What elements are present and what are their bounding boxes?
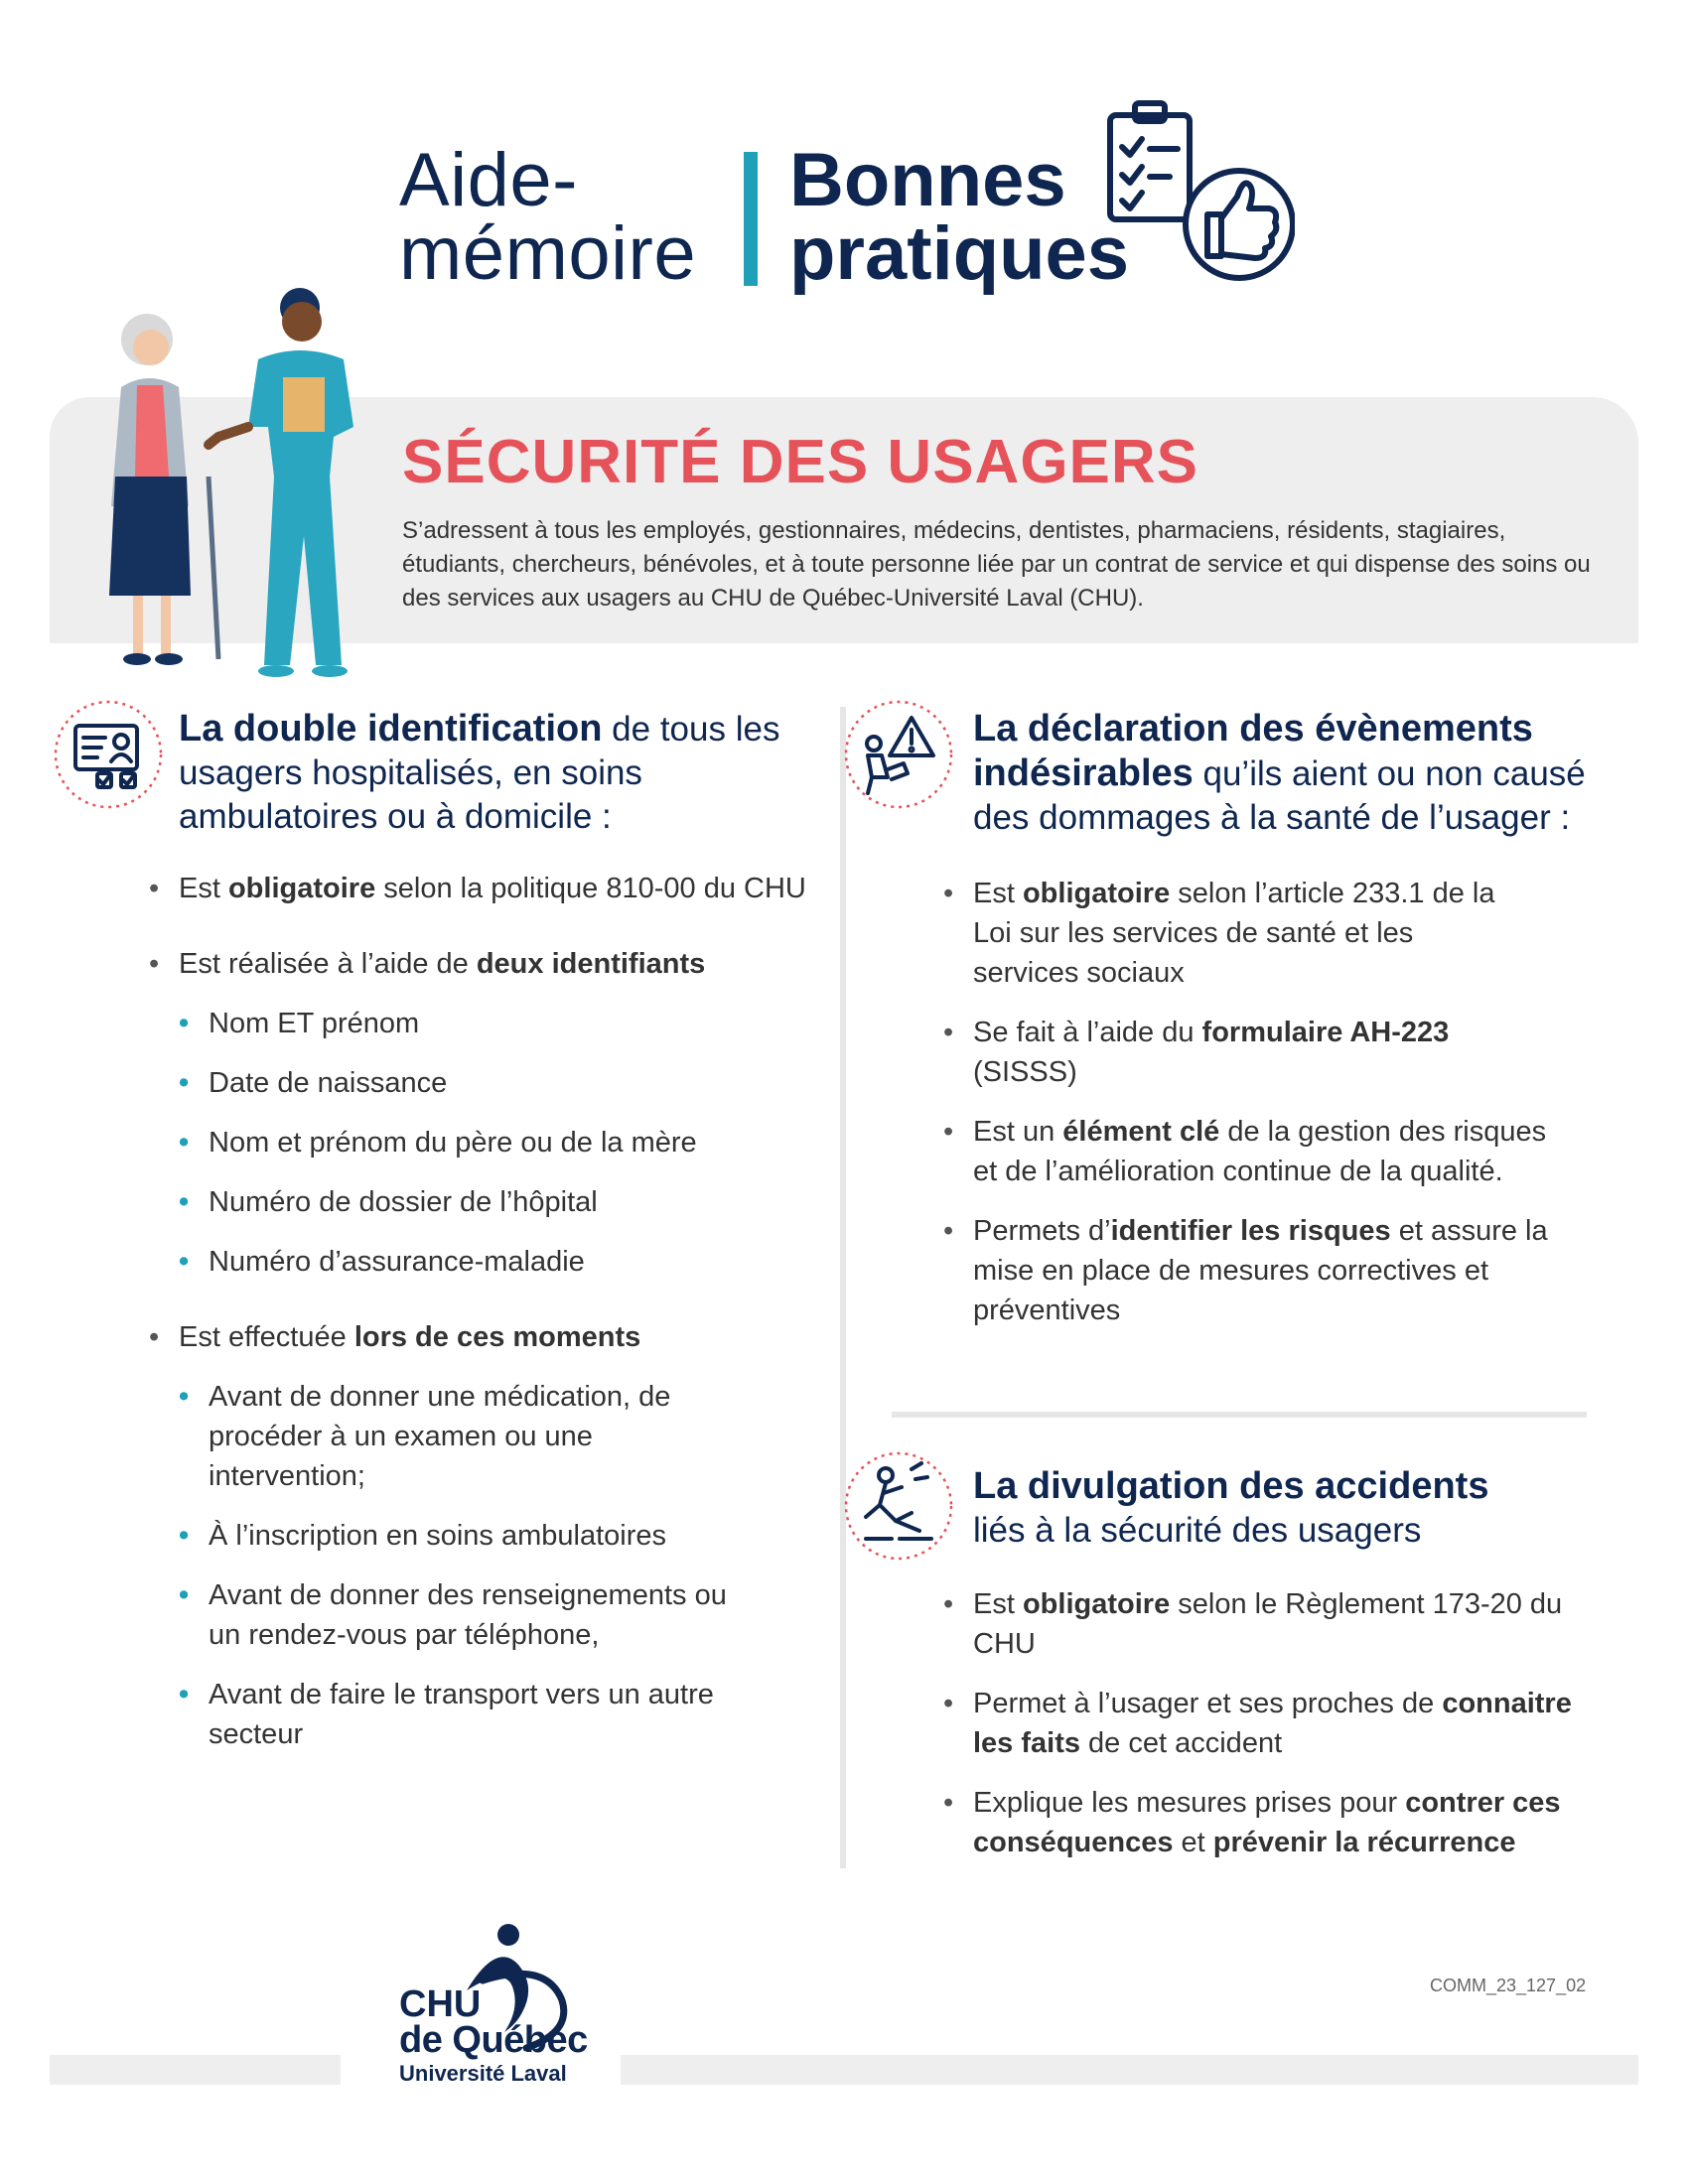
item-text: Est effectuée (179, 1321, 354, 1353)
sub-list-item (179, 1575, 765, 1655)
bullet: • (943, 1688, 954, 1719)
column-divider (840, 707, 846, 1868)
item-bold: contrer ces conséquences (973, 1787, 1561, 1858)
header-aide-memoire (399, 138, 727, 296)
item-text: Date de naissance (209, 1067, 448, 1099)
sub-list-item (179, 1516, 765, 1556)
double-identification-list (149, 869, 814, 1774)
page-title: SÉCURITÉ DES USAGERS (402, 428, 1199, 496)
list-item (149, 944, 814, 984)
divulgation-heading-rest: liés à la sécurité des usagers (973, 1511, 1422, 1550)
footer-band-left (50, 2055, 341, 2085)
bullet: • (943, 1215, 954, 1247)
identification-card-icon (52, 698, 165, 811)
teal-bullet: • (179, 1067, 190, 1099)
list-item (943, 1013, 1549, 1092)
declaration-evenements-heading (973, 707, 1609, 840)
bullet: • (943, 878, 954, 909)
sub-list-item (179, 1377, 725, 1496)
footer-band-right (621, 2055, 1638, 2085)
item-text: selon l’article 233.1 de la Loi sur les services de santé et les services sociaux (973, 878, 1495, 989)
item-text: Permet à l’usager et ses proches de (973, 1688, 1443, 1719)
logo-quebec-text: de Québec (399, 2019, 588, 2061)
bullet: • (149, 948, 160, 980)
list-item (943, 1584, 1609, 1664)
list-item (943, 1684, 1609, 1763)
item-bold: obligatoire (1022, 1588, 1171, 1620)
declaration-heading-bold: La déclaration des évènements indésirables (973, 708, 1533, 794)
logo-chu-text: CHU (399, 1983, 482, 2025)
item-bold: deux identifiants (476, 948, 706, 980)
sub-list-item (179, 1242, 814, 1282)
item-text: Se fait à l’aide du (973, 1017, 1202, 1048)
checklist-thumbs-up-icon (1100, 97, 1295, 286)
header-divider-bar (744, 152, 758, 286)
item-text: Est un (973, 1116, 1063, 1148)
warning-report-icon (842, 698, 955, 811)
item-text: et (1173, 1827, 1213, 1858)
list-item (149, 869, 814, 908)
double-identification-heading (179, 707, 814, 839)
banner-description: S’adressent à tous les employés, gestionnaires, médecins, dentistes, pharmaciens, résidents, stagiaires, étudiants, chercheurs, bénévoles, et à toute personne liée par un contrat de service et qui dispense des soins ou des services aux usagers au CHU de Québec-Université Laval (CHU). (402, 517, 1591, 612)
item-bold: obligatoire (1022, 878, 1171, 909)
item-text: Avant de donner des renseignements ou un rendez-vous par téléphone, (209, 1579, 727, 1651)
bullet: • (943, 1588, 954, 1620)
sub-list-item (179, 1182, 814, 1222)
item-text: Explique les mesures prises pour (973, 1787, 1406, 1819)
item-bold: obligatoire (227, 873, 376, 904)
bullet: • (943, 1116, 954, 1148)
sub-list-item (179, 1123, 814, 1162)
sub-list-item (179, 1004, 814, 1043)
teal-bullet: • (179, 1579, 190, 1611)
list-item (149, 1317, 814, 1357)
teal-bullet: • (179, 1246, 190, 1278)
list-item (943, 1211, 1609, 1330)
item-text: Numéro de dossier de l’hôpital (209, 1186, 598, 1218)
item-bold: élément clé (1062, 1116, 1220, 1148)
header-aide-line1: Aide- (399, 138, 578, 222)
item-text: de la gestion des risques et de l’amélioration continue de la qualité. (973, 1116, 1547, 1187)
list-item (943, 1783, 1609, 1862)
teal-bullet: • (179, 1679, 190, 1710)
declaration-list (943, 874, 1609, 1350)
bullet: • (943, 1017, 954, 1048)
item-text: (SISSS) (973, 1056, 1077, 1088)
item-bold: lors de ces moments (353, 1321, 641, 1353)
item-bold: connaitre les faits (973, 1688, 1572, 1759)
divulgation-accidents-heading (973, 1464, 1609, 1553)
item-text: Est (973, 1588, 1023, 1620)
bullet: • (943, 1787, 954, 1819)
item-text: Est réalisée à l’aide de (179, 948, 477, 980)
patient-and-nurse-illustration (79, 278, 397, 685)
item-text: Est (179, 873, 228, 904)
teal-bullet: • (179, 1008, 190, 1039)
teal-bullet: • (179, 1186, 190, 1218)
fall-accident-icon (842, 1449, 955, 1563)
logo-universite-text: Université Laval (399, 2061, 567, 2086)
item-text: Permets d’ (973, 1215, 1111, 1247)
bullet: • (149, 1321, 160, 1353)
header-bonnes-line1: Bonnes (789, 138, 1066, 222)
item-bold: prévenir la récurrence (1212, 1827, 1516, 1858)
item-text: Est (973, 878, 1023, 909)
double-identification-heading-bold: La double identification (179, 708, 603, 750)
item-text: selon la politique 810-00 du CHU (375, 873, 806, 904)
item-text: Numéro d’assurance-maladie (209, 1246, 585, 1278)
item-text: Avant de faire le transport vers un autre secteur (209, 1679, 714, 1750)
section-divider (892, 1412, 1587, 1418)
item-text: À l’inscription en soins ambulatoires (209, 1520, 666, 1552)
document-code: COMM_23_127_02 (1430, 1976, 1587, 1995)
list-item (943, 874, 1509, 993)
double-identification-heading-rest: de tous les usagers hospitalisés, en soins ambulatoires ou à domicile : (179, 710, 780, 836)
bullet: • (149, 873, 160, 904)
sub-list-item (179, 1063, 814, 1103)
divulgation-heading-bold: La divulgation des accidents (973, 1465, 1489, 1507)
item-text: de cet accident (1080, 1727, 1283, 1759)
teal-bullet: • (179, 1381, 190, 1413)
item-text: et assure la mise en place de mesures correctives et préventives (973, 1215, 1548, 1326)
header-aide-line2: mémoire (399, 211, 697, 296)
teal-bullet: • (179, 1127, 190, 1159)
item-text: selon le Règlement 173-20 du CHU (973, 1588, 1563, 1660)
item-bold: formulaire AH-223 (1201, 1017, 1450, 1048)
teal-bullet: • (179, 1520, 190, 1552)
divulgation-list (943, 1584, 1609, 1882)
item-text: Nom ET prénom (209, 1008, 420, 1039)
item-bold: identifier les risques (1110, 1215, 1391, 1247)
header-bonnes-line2: pratiques (789, 211, 1130, 296)
declaration-heading-rest: qu’ils aient ou non causé des dommages à la santé de l’usager : (973, 754, 1586, 837)
list-item (943, 1112, 1549, 1191)
item-text: Nom et prénom du père ou de la mère (209, 1127, 697, 1159)
item-text: Avant de donner une médication, de procéder à un examen ou une intervention; (209, 1381, 671, 1492)
sub-list-item (179, 1675, 725, 1754)
